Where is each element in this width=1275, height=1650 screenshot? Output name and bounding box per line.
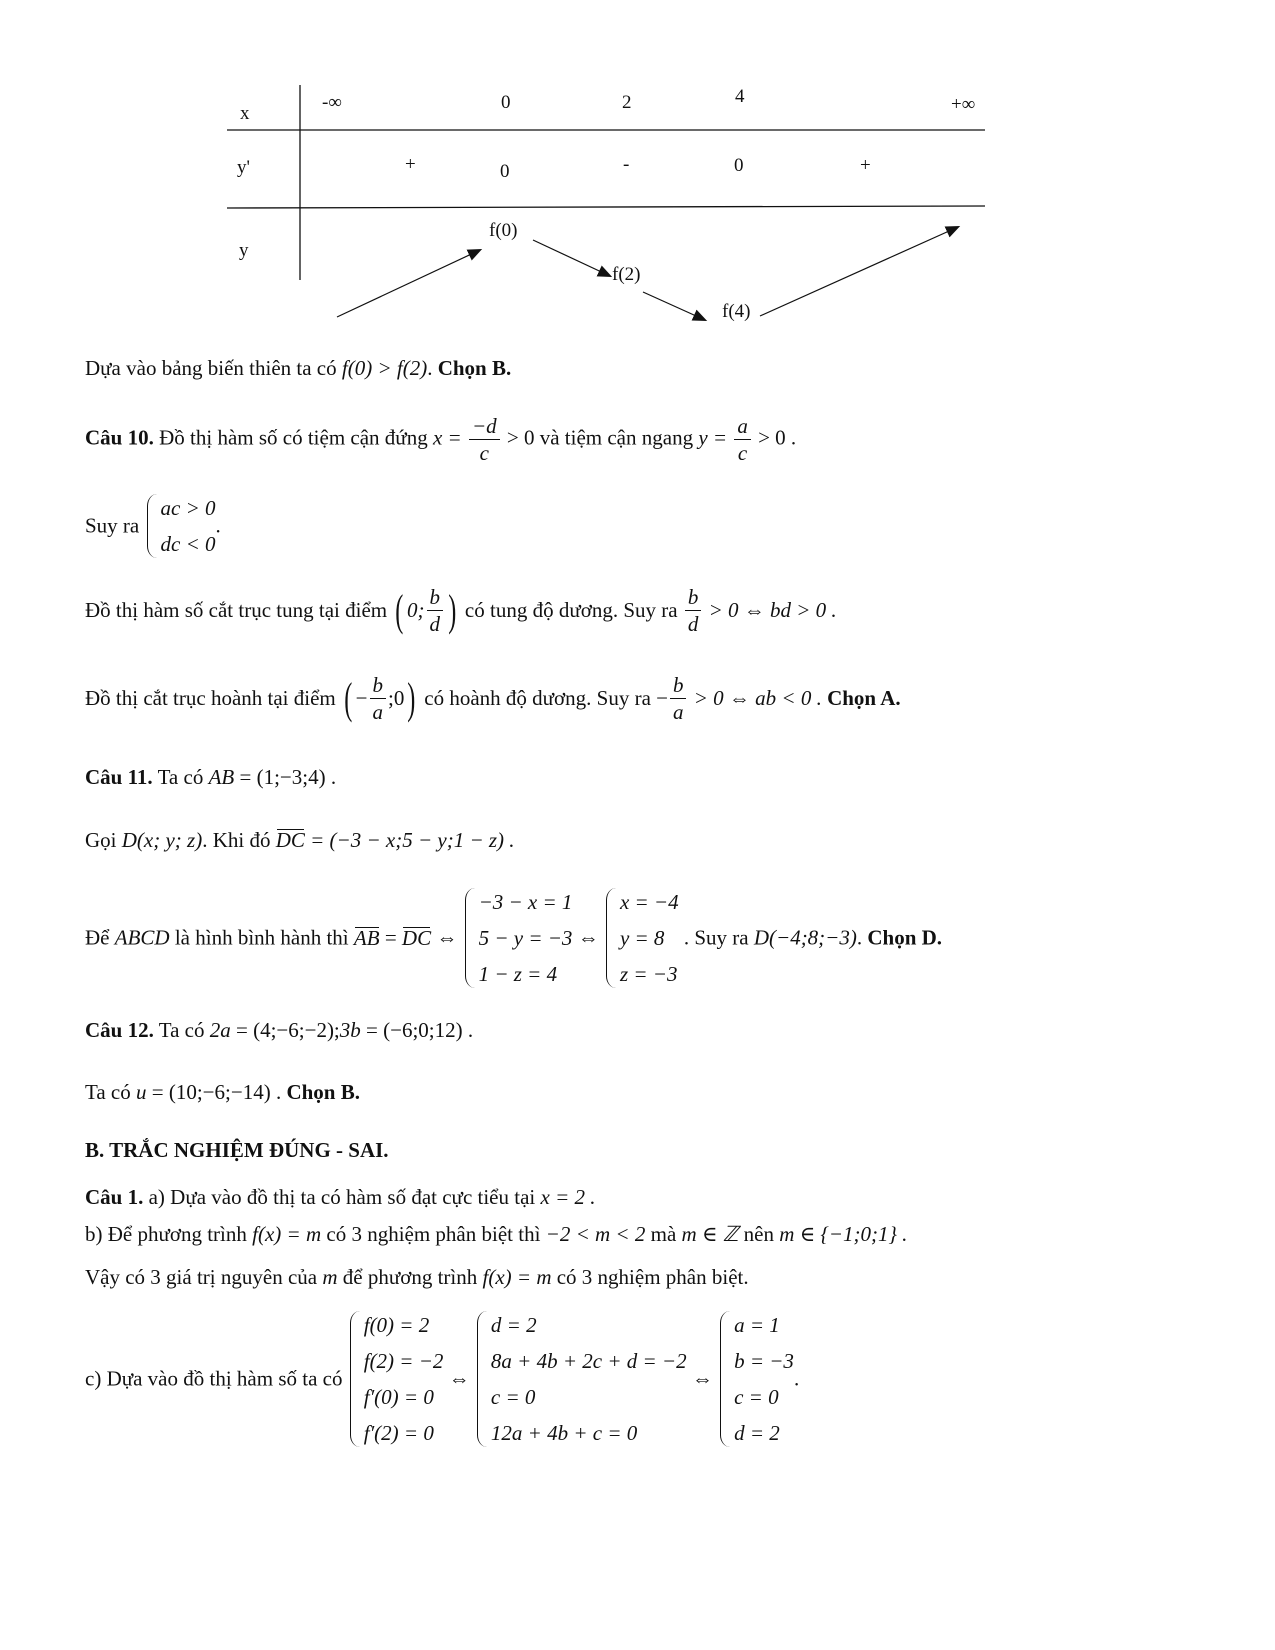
yp-val-5: + — [860, 155, 871, 176]
choose-answer: Chọn A. — [827, 686, 901, 710]
q11-heading: Câu 11. — [85, 765, 153, 789]
q11-text3: . Khi đó — [202, 828, 271, 852]
iff: ⇔ — [577, 925, 599, 950]
point-coord: ;0 — [388, 686, 405, 710]
q1-v-m: m — [322, 1265, 338, 1289]
system-row: f(0) = 2 — [363, 1313, 430, 1337]
q1-line-b — [85, 1222, 907, 1247]
fraction — [685, 584, 702, 637]
system-row: f′(2) = 0 — [363, 1421, 434, 1445]
q11-line1 — [85, 765, 336, 790]
q12-line1 — [85, 1018, 473, 1043]
q11-text1: Ta có — [157, 765, 204, 789]
conclusion-math: f(0) > f(2) — [341, 356, 428, 380]
iff: ⇔ — [436, 925, 458, 950]
q1-c-text: c) Dựa vào đồ thị hàm số ta có — [85, 1366, 343, 1391]
vector-dc: DC — [275, 828, 305, 852]
y-val-f2: f(2) — [612, 264, 641, 285]
fraction — [427, 584, 444, 637]
conclusion-text: Dựa vào bảng biến thiên ta có — [85, 356, 337, 380]
q1-b-z: m ∈ ℤ — [681, 1222, 739, 1246]
q10-line3: Đồ thị hàm số cắt trục tung tại điểm ( 0; $\frac{b}{d}$ ) có tung độ dương. Suy ra $\frac{b}{d}$ > 0 ⇔ bd > 0 . — [85, 585, 837, 636]
fraction-den: a — [372, 700, 384, 724]
point-minus: − — [355, 686, 368, 710]
fraction-num: b — [685, 584, 702, 611]
q12-line2 — [85, 1080, 360, 1105]
fraction-den: a — [672, 700, 684, 724]
yp-val-4: 0 — [734, 155, 744, 176]
q11-text4: Để — [85, 925, 110, 950]
q11-text2: Gọi — [85, 828, 117, 852]
system-row: 12a + 4b + c = 0 — [490, 1421, 638, 1445]
fraction — [370, 672, 387, 725]
y-val-f0: f(0) — [489, 220, 518, 241]
section-b-title: B. TRẮC NGHIỆM ĐÚNG - SAI. — [85, 1138, 389, 1162]
yp-label: y' — [237, 157, 250, 178]
yp-val-3: - — [623, 154, 630, 175]
q10-gt1: > 0 — [506, 425, 535, 450]
fraction-den: d — [429, 612, 441, 636]
q12-text2: Ta có — [85, 1080, 131, 1104]
x-val-2: 2 — [622, 92, 632, 113]
variation-table-lines — [225, 80, 1005, 340]
system-row: 1 − z = 4 — [478, 962, 558, 986]
q1-v-text1: Vậy có 3 giá trị nguyên của — [85, 1265, 318, 1289]
system-row: d = 2 — [490, 1313, 537, 1337]
system-row: b = −3 — [734, 1349, 794, 1373]
yp-val-1: + — [405, 154, 416, 175]
yp-val-2: 0 — [500, 161, 510, 182]
system-brace — [145, 490, 216, 562]
system-row: x = −4 — [619, 890, 679, 914]
system-row: z = −3 — [619, 962, 678, 986]
point-d-result: D(−4;8;−3) — [753, 925, 857, 950]
fraction-den: c — [479, 441, 489, 465]
q1-a-text: a) Dựa vào đồ thị ta có hàm số đạt cực tiểu tại — [148, 1185, 536, 1209]
vector-3b: 3b — [339, 1018, 361, 1042]
q12-u-value: = (10;−6;−14) . — [151, 1080, 282, 1104]
q10-p4a: Đồ thị cắt trục hoành tại điểm — [85, 686, 336, 710]
system-brace — [348, 1307, 444, 1451]
iff: ⇔ — [448, 1366, 470, 1391]
vector-dc: DC — [401, 925, 432, 950]
q10-p4b: có hoành độ dương. Suy ra — [424, 686, 651, 710]
conclusion-line: Dựa vào bảng biến thiên ta có f(0) > f(2). Chọn B. — [85, 356, 512, 380]
q10-line2: Suy ra ac > 0 dc < 0 . — [85, 490, 221, 562]
fraction-den: c — [737, 441, 748, 465]
q10-p3b: có tung độ dương. Suy ra — [464, 598, 678, 622]
q12-v1-value: = (4;−6;−2); — [236, 1018, 340, 1042]
q1-b-text4: nên — [743, 1222, 774, 1246]
q10-heading: Câu 10. — [85, 425, 154, 450]
x-val-4: 4 — [735, 86, 745, 107]
choose-answer: Chọn B. — [437, 356, 512, 380]
q10-p4c: > 0 ⇔ ab < 0 . — [693, 686, 822, 710]
q1-heading: Câu 1. — [85, 1185, 144, 1209]
system-row: 8a + 4b + 2c + d = −2 — [490, 1349, 687, 1373]
q11-text6: . Suy ra — [683, 925, 749, 950]
system-row: d = 2 — [734, 1421, 780, 1445]
y-label: y — [239, 240, 249, 261]
q1-v-text3: có 3 nghiệm phân biệt. — [556, 1265, 749, 1289]
q1-b-text1: b) Để phương trình — [85, 1222, 247, 1246]
variation-table — [225, 80, 1005, 340]
system-brace — [463, 884, 573, 992]
q11-dc-value: = (−3 − x;5 − y;1 − z) . — [310, 828, 515, 852]
system-row: −3 − x = 1 — [478, 890, 573, 914]
x-val-neg-inf: -∞ — [322, 92, 342, 113]
system-row: 5 − y = −3 — [478, 926, 573, 950]
q1-line-c — [85, 1307, 799, 1451]
q11-ab-value: = (1;−3;4) . — [239, 765, 337, 789]
q10-line4: Đồ thị cắt trục hoành tại điểm ( − $\frac{b}{a}$ ;0) có hoành độ dương. Suy ra − $\frac{b}{a}$ > 0 ⇔ ab < 0 . Chọn A. — [85, 673, 901, 724]
period: . — [793, 1366, 800, 1391]
vector-2a: 2a — [209, 1018, 231, 1042]
q10-p3c: > 0 ⇔ bd > 0 . — [708, 598, 837, 622]
equals: = — [384, 925, 397, 950]
q11-line3 — [85, 884, 942, 992]
q1-b-text2: có 3 nghiệm phân biệt thì — [326, 1222, 541, 1246]
q10-text2: và tiệm cận ngang — [539, 425, 694, 450]
system-brace — [718, 1307, 794, 1451]
x-val-0: 0 — [501, 92, 511, 113]
q10-gt2: > 0 . — [758, 425, 797, 450]
system-row: ac > 0 — [160, 496, 216, 520]
minus-sign: − — [656, 686, 668, 710]
system-row: c = 0 — [490, 1385, 536, 1409]
q1-b-text3: mà — [650, 1222, 677, 1246]
fraction-num: a — [734, 413, 751, 440]
q11-line2 — [85, 828, 515, 853]
q1-v-text2: để phương trình — [342, 1265, 478, 1289]
point-coord: 0; — [407, 598, 425, 622]
q12-v2-value: = (−6;0;12) . — [366, 1018, 474, 1042]
q1-b-ineq: −2 < m < 2 — [545, 1222, 646, 1246]
choose-answer: Chọn B. — [286, 1080, 360, 1104]
q1-line-a — [85, 1185, 596, 1210]
system-row: f′(0) = 0 — [363, 1385, 434, 1409]
abcd: ABCD — [114, 925, 170, 950]
period: . — [856, 925, 863, 950]
fraction — [734, 413, 751, 466]
point-d: D(x; y; z) — [121, 828, 203, 852]
system-row: c = 0 — [734, 1385, 779, 1409]
fraction-num: b — [670, 672, 687, 699]
q11-text5: là hình bình hành thì — [174, 925, 349, 950]
fraction — [670, 672, 687, 725]
system-row: f(2) = −2 — [363, 1349, 444, 1373]
system-brace — [604, 884, 679, 992]
q10-y-eq: y = — [698, 425, 728, 450]
vector-ab: AB — [353, 925, 380, 950]
fraction-num: −d — [469, 413, 500, 440]
q1-b-set: m ∈ {−1;0;1} . — [779, 1222, 908, 1246]
x-label: x — [240, 103, 250, 124]
system-row: y = 8 — [619, 926, 665, 950]
system-row: a = 1 — [734, 1313, 780, 1337]
q12-heading: Câu 12. — [85, 1018, 154, 1042]
system-row: dc < 0 — [160, 532, 216, 556]
q1-v-eq: f(x) = m — [482, 1265, 552, 1289]
iff: ⇔ — [691, 1366, 713, 1391]
q1-b-eq: f(x) = m — [252, 1222, 322, 1246]
q10-x-eq: x = — [432, 425, 462, 450]
y-val-f4: f(4) — [722, 301, 751, 322]
fraction-num: b — [427, 584, 444, 611]
q1-a-math: x = 2 . — [540, 1185, 596, 1209]
q10-line1 — [85, 413, 796, 466]
vector-u: u — [136, 1080, 147, 1104]
system-brace — [475, 1307, 687, 1451]
fraction — [469, 413, 500, 466]
q10-text1: Đồ thị hàm số có tiệm cận đứng — [159, 425, 428, 450]
choose-answer: Chọn D. — [867, 925, 943, 950]
q10-p3a: Đồ thị hàm số cắt trục tung tại điểm — [85, 598, 388, 622]
q10-suy: Suy ra — [85, 513, 140, 538]
vector-ab: AB — [208, 765, 235, 789]
q12-text1: Ta có — [158, 1018, 205, 1042]
fraction-num: b — [370, 672, 387, 699]
x-val-pos-inf: +∞ — [951, 94, 976, 115]
q1-line-v — [85, 1265, 749, 1290]
fraction-den: d — [687, 612, 699, 636]
